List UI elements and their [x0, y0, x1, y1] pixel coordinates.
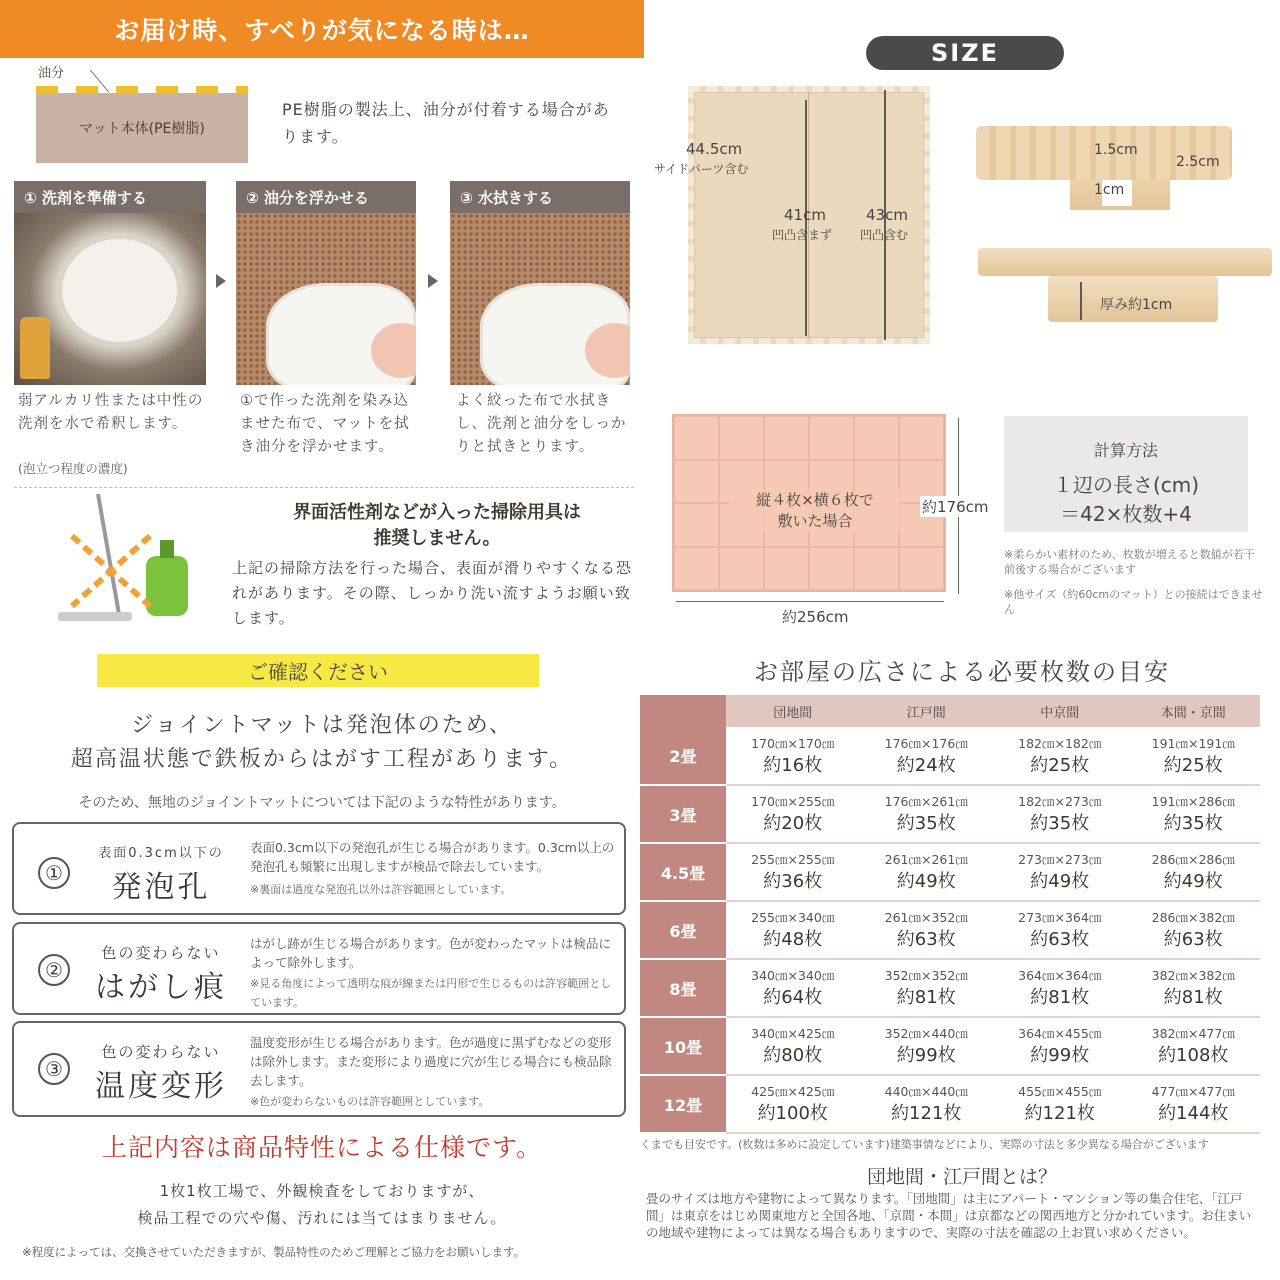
room-dimension: 255㎝×255㎝	[751, 852, 835, 867]
tab-gap-label: 1cm	[1094, 182, 1125, 198]
height-label: 約176cm	[922, 498, 989, 516]
mat-count: 約49枚	[1030, 871, 1090, 892]
outer-length-label: 43cm	[866, 206, 908, 224]
step-1-text: 弱アルカリ性または中性の洗剤を水で希釈します。	[18, 393, 204, 432]
room-dimension: 382㎝×477㎝	[1151, 1026, 1235, 1041]
table-row	[640, 785, 1260, 843]
table-cell	[1127, 843, 1261, 901]
feature-sub: 色の変わらない	[101, 944, 221, 962]
mat-count: 約144枚	[1158, 1103, 1229, 1124]
feature-number: ③	[38, 1053, 70, 1085]
mat-count: 約64枚	[763, 987, 823, 1008]
pe-note: PE樹脂の製法上、油分が付着する場合があります。	[282, 100, 610, 146]
feature-desc-text: 表面0.3cm以下の発泡孔が生じる場合があります。0.3cm以上の発泡孔も頻繁に出現しますが検品で除去しています。	[250, 840, 615, 874]
side-thickness-top	[978, 248, 1272, 276]
room-size-table	[640, 695, 1260, 1134]
room-dimension: 352㎝×352㎝	[884, 968, 968, 983]
thickness-arrow	[1080, 282, 1082, 320]
row-header: 3畳	[640, 785, 726, 843]
intro-line-2: 超高温状態で鉄板からはがす工程があります。	[70, 747, 574, 772]
room-dimension: 273㎝×273㎝	[1018, 852, 1102, 867]
table-note: くまでも目安です。(枚数は多めに設定しています)建築事情などにより、実際の寸法と多少異なる場合がございます	[640, 1138, 1209, 1151]
mat-count: 約80枚	[763, 1045, 823, 1066]
detergent-bottle-icon	[20, 317, 50, 379]
table-cell	[860, 1017, 994, 1075]
arrow-right-icon	[216, 274, 226, 288]
row-header: 2畳	[640, 727, 726, 785]
inner-length-label: 41cm	[784, 206, 826, 224]
oil-layer	[36, 86, 248, 93]
table-header-row	[640, 695, 1260, 727]
width-arrow	[676, 601, 944, 602]
calc-line-2: ＝42×枚数+4	[1060, 502, 1192, 526]
arrow-right-icon	[428, 274, 438, 288]
table-cell	[726, 785, 860, 843]
table-cell	[726, 1075, 860, 1133]
table-cell	[860, 901, 994, 959]
step-2-title: ② 油分を浮かせる	[236, 181, 416, 213]
step-1	[14, 181, 206, 385]
room-table-title: お部屋の広さによる必要枚数の目安	[754, 658, 1170, 686]
room-dimension: 182㎝×273㎝	[1018, 794, 1102, 809]
table-row	[640, 959, 1260, 1017]
room-dimension: 340㎝×425㎝	[751, 1026, 835, 1041]
spec-statement: 上記内容は商品特性による仕様です。	[101, 1133, 542, 1162]
table-cell	[993, 959, 1127, 1017]
mat-count: 約16枚	[763, 754, 823, 776]
mat-count: 約36枚	[763, 871, 823, 892]
oil-label: 油分	[38, 66, 65, 81]
room-dimension: 255㎝×340㎝	[751, 910, 835, 925]
room-dimension: 440㎝×440㎝	[884, 1084, 968, 1099]
column-header: 団地間	[726, 695, 860, 727]
table-cell	[1127, 785, 1261, 843]
table-cell	[993, 901, 1127, 959]
table-cell	[726, 843, 860, 901]
room-dimension: 182㎝×182㎝	[1018, 735, 1102, 751]
room-dimension: 286㎝×286㎝	[1151, 852, 1235, 867]
mat-count: 約99枚	[1030, 1045, 1090, 1066]
feature-desc	[250, 934, 620, 1012]
detergent-photo	[14, 213, 206, 385]
row-header: 4.5畳	[640, 843, 726, 901]
table-cell	[860, 959, 994, 1017]
table-cell	[1127, 959, 1261, 1017]
feature-desc	[250, 838, 620, 899]
table-row	[640, 727, 1260, 785]
calc-note-2: ※他サイズ（約60cmのマット）との接続はできません	[1004, 588, 1263, 616]
mat-count: 約49枚	[896, 871, 956, 892]
room-dimension: 273㎝×364㎝	[1018, 910, 1102, 925]
layout-label-line-1: 縦４枚×横６枚で	[756, 491, 874, 509]
table-cell	[993, 843, 1127, 901]
warning-title-line-1: 界面活性剤などが入った掃除用具は	[293, 502, 581, 523]
room-dimension: 170㎝×170㎝	[751, 735, 835, 751]
feature-desc-text: 温度変形が生じる場合があります。色が過度に黒ずむなどの変形は除外します。また変形により過度に穴が生じる場合にも検品除去します。	[250, 1035, 612, 1088]
mat-count: 約24枚	[896, 754, 956, 776]
room-dimension: 176㎝×261㎝	[884, 794, 968, 809]
mat-count: 約48枚	[763, 929, 823, 950]
step-3-title: ③ 水拭きする	[450, 181, 630, 213]
confirm-heading: ご確認ください	[97, 654, 539, 687]
mat-count: 約25枚	[1030, 754, 1090, 776]
table-cell	[993, 727, 1127, 785]
feature-desc-text: はがし跡が生じる場合があります。色が変わったマットは検品によって除外します。	[250, 936, 611, 970]
water-wipe-photo	[450, 213, 630, 385]
mat-count: 約121枚	[891, 1103, 962, 1124]
mat-count: 約81枚	[896, 987, 956, 1008]
layout-label-line-2: 敷いた場合	[777, 512, 853, 530]
mat-count: 約121枚	[1024, 1103, 1095, 1124]
mat-count: 約81枚	[1163, 987, 1223, 1008]
column-header: 江戸間	[860, 695, 994, 727]
inspection-line-1: 1枚1枚工場で、外観検査をしておりますが、	[159, 1182, 485, 1200]
table-row	[640, 843, 1260, 901]
mat-count: 約20枚	[763, 813, 823, 834]
table-cell	[1127, 727, 1261, 785]
column-header: 本間・京間	[1127, 695, 1261, 727]
feature-sub: 表面0.3cm以下の	[98, 846, 224, 861]
room-dimension: 455㎝×455㎝	[1018, 1084, 1102, 1099]
feature-card-3	[12, 1021, 626, 1117]
intro-line-1: ジョイントマットは発泡体のため、	[131, 713, 513, 738]
mat-count: 約63枚	[1030, 929, 1090, 950]
room-dimension: 261㎝×261㎝	[884, 852, 968, 867]
feature-number: ①	[38, 857, 70, 889]
table-cell	[726, 901, 860, 959]
table-cell	[726, 727, 860, 785]
outer-length-note: 凹凸含む	[860, 228, 909, 242]
warning-title	[232, 500, 642, 552]
mat-count: 約100枚	[757, 1103, 828, 1124]
table-cell	[993, 1075, 1127, 1133]
step-1-sub: (泡立つ程度の濃度)	[18, 461, 128, 476]
what-body: 畳のサイズは地方や建物によって異なります。「団地間」は主にアパート・マンション等の集合住宅、「江戸間」は東京をはじめ関東地方と全国各地、「京間・本間」は京都などの関西地方と分かれています。お住まいの地域や建物によっては異なる場合もありますので、実際の寸法を確認の上お買い求めください。	[646, 1191, 1252, 1240]
table-cell	[726, 1017, 860, 1075]
side-length-note: サイドパーツ含む	[654, 162, 749, 176]
feature-number: ②	[38, 954, 70, 986]
width-label: 約256cm	[782, 608, 849, 626]
table-cell	[860, 785, 994, 843]
mat-count: 約63枚	[1163, 929, 1223, 950]
room-dimension: 170㎝×255㎝	[751, 794, 835, 809]
step-2	[236, 181, 416, 385]
feature-main: 発泡孔	[111, 870, 211, 905]
table-row	[640, 901, 1260, 959]
table-corner	[640, 695, 726, 727]
mat-count: 約108枚	[1158, 1045, 1229, 1066]
inspection-text	[0, 1178, 644, 1232]
step-2-text: ①で作った洗剤を染み込ませた布で、マットを拭き油分を浮かせます。	[240, 393, 410, 455]
calc-note-1: ※柔らかい素材のため、枚数が増えると数値が若干前後する場合がございます	[1004, 548, 1255, 576]
calc-line-1: １辺の長さ(cm)	[1052, 473, 1200, 497]
therefore-text: そのため、無地のジョイントマットについては下記のような特性があります。	[78, 795, 566, 811]
room-dimension: 340㎝×340㎝	[751, 968, 835, 983]
room-dimension: 364㎝×455㎝	[1018, 1026, 1102, 1041]
row-header: 6畳	[640, 901, 726, 959]
mat-count: 約81枚	[1030, 987, 1090, 1008]
calc-notes	[1004, 547, 1264, 617]
room-dimension: 425㎝×425㎝	[751, 1084, 835, 1099]
layout-label	[730, 490, 900, 532]
step-3-text: よく絞った布で水拭きし、洗剤と油分をしっかりと拭きとります。	[456, 393, 627, 455]
row-header: 12畳	[640, 1075, 726, 1133]
table-cell	[1127, 1017, 1261, 1075]
table-cell	[1127, 1075, 1261, 1133]
feature-sub: 色の変わらない	[101, 1043, 221, 1061]
room-dimension: 352㎝×440㎝	[884, 1026, 968, 1041]
table-cell	[993, 785, 1127, 843]
room-dimension: 477㎝×477㎝	[1151, 1084, 1235, 1099]
wiping-photo	[236, 213, 416, 385]
table-cell	[860, 1075, 994, 1133]
tab-depth-label: 2.5cm	[1176, 154, 1220, 170]
mat-count: 約35枚	[896, 813, 956, 834]
table-cell	[1127, 901, 1261, 959]
table-cell	[860, 727, 994, 785]
step-1-title: ① 洗剤を準備する	[14, 181, 206, 213]
table-cell	[726, 959, 860, 1017]
column-header: 中京間	[993, 695, 1127, 727]
thickness-label: 厚み約1cm	[1100, 297, 1173, 313]
row-header: 8畳	[640, 959, 726, 1017]
mat-count: 約35枚	[1163, 813, 1223, 834]
calc-box	[1004, 416, 1248, 532]
feature-card-2	[12, 922, 626, 1015]
table-cell	[860, 843, 994, 901]
inner-length-note: 凹凸含まず	[772, 228, 833, 242]
room-dimension: 261㎝×352㎝	[884, 910, 968, 925]
mat-count: 約99枚	[896, 1045, 956, 1066]
calc-title: 計算方法	[1093, 441, 1158, 460]
cleaning-tools-illustration	[58, 494, 208, 628]
table-row	[640, 1075, 1260, 1133]
tab-width-label: 1.5cm	[1094, 142, 1138, 158]
feature-note: ※色が変わらないものは許容範囲としています。	[250, 1095, 490, 1108]
feature-main: 温度変形	[95, 1069, 227, 1104]
side-length-label: 44.5cm	[686, 140, 743, 158]
banner-title: お届け時、すべりが気になる時は…	[0, 0, 644, 58]
row-header: 10畳	[640, 1017, 726, 1075]
room-dimension: 286㎝×382㎝	[1151, 910, 1235, 925]
left-footnote: ※程度によっては、交換させていただきますが、製品特性のためご理解とご協力をお願いします。	[22, 1245, 526, 1259]
step-3	[450, 181, 630, 385]
feature-card-1	[12, 822, 626, 915]
table-row	[640, 1017, 1260, 1075]
feature-main: はがし痕	[95, 970, 227, 1005]
what-title: 団地間・江戸間とは？	[866, 1166, 1057, 1188]
room-dimension: 191㎝×191㎝	[1151, 735, 1235, 751]
room-dimension: 176㎝×176㎝	[884, 735, 968, 751]
divider	[14, 487, 634, 488]
mat-body-diagram: マット本体(PE樹脂)	[36, 93, 248, 163]
table-cell	[993, 1017, 1127, 1075]
room-dimension: 364㎝×364㎝	[1018, 968, 1102, 983]
size-heading: SIZE	[866, 36, 1064, 70]
feature-note: ※見る角度によって透明な痕が線または円形で生じるものは許容範囲としています。	[250, 977, 612, 1009]
room-dimension: 382㎝×382㎝	[1151, 968, 1235, 983]
warning-body: 上記の掃除方法を行った場合、表面が滑りやすくなる恐れがあります。その際、しっかり洗い流すようお願い致します。	[232, 559, 633, 627]
feature-note: ※裏面は過度な発泡孔以外は許容範囲としています。	[250, 883, 512, 896]
mat-count: 約63枚	[896, 929, 956, 950]
inspection-line-2: 検品工程での穴や傷、汚れには当てはまりません。	[137, 1209, 507, 1227]
room-dimension: 191㎝×286㎝	[1151, 794, 1235, 809]
mat-count: 約49枚	[1163, 871, 1223, 892]
mat-count: 約35枚	[1030, 813, 1090, 834]
mat-count: 約25枚	[1163, 754, 1223, 776]
feature-desc	[250, 1033, 620, 1111]
warning-title-line-2: 推奨しません。	[373, 528, 501, 549]
